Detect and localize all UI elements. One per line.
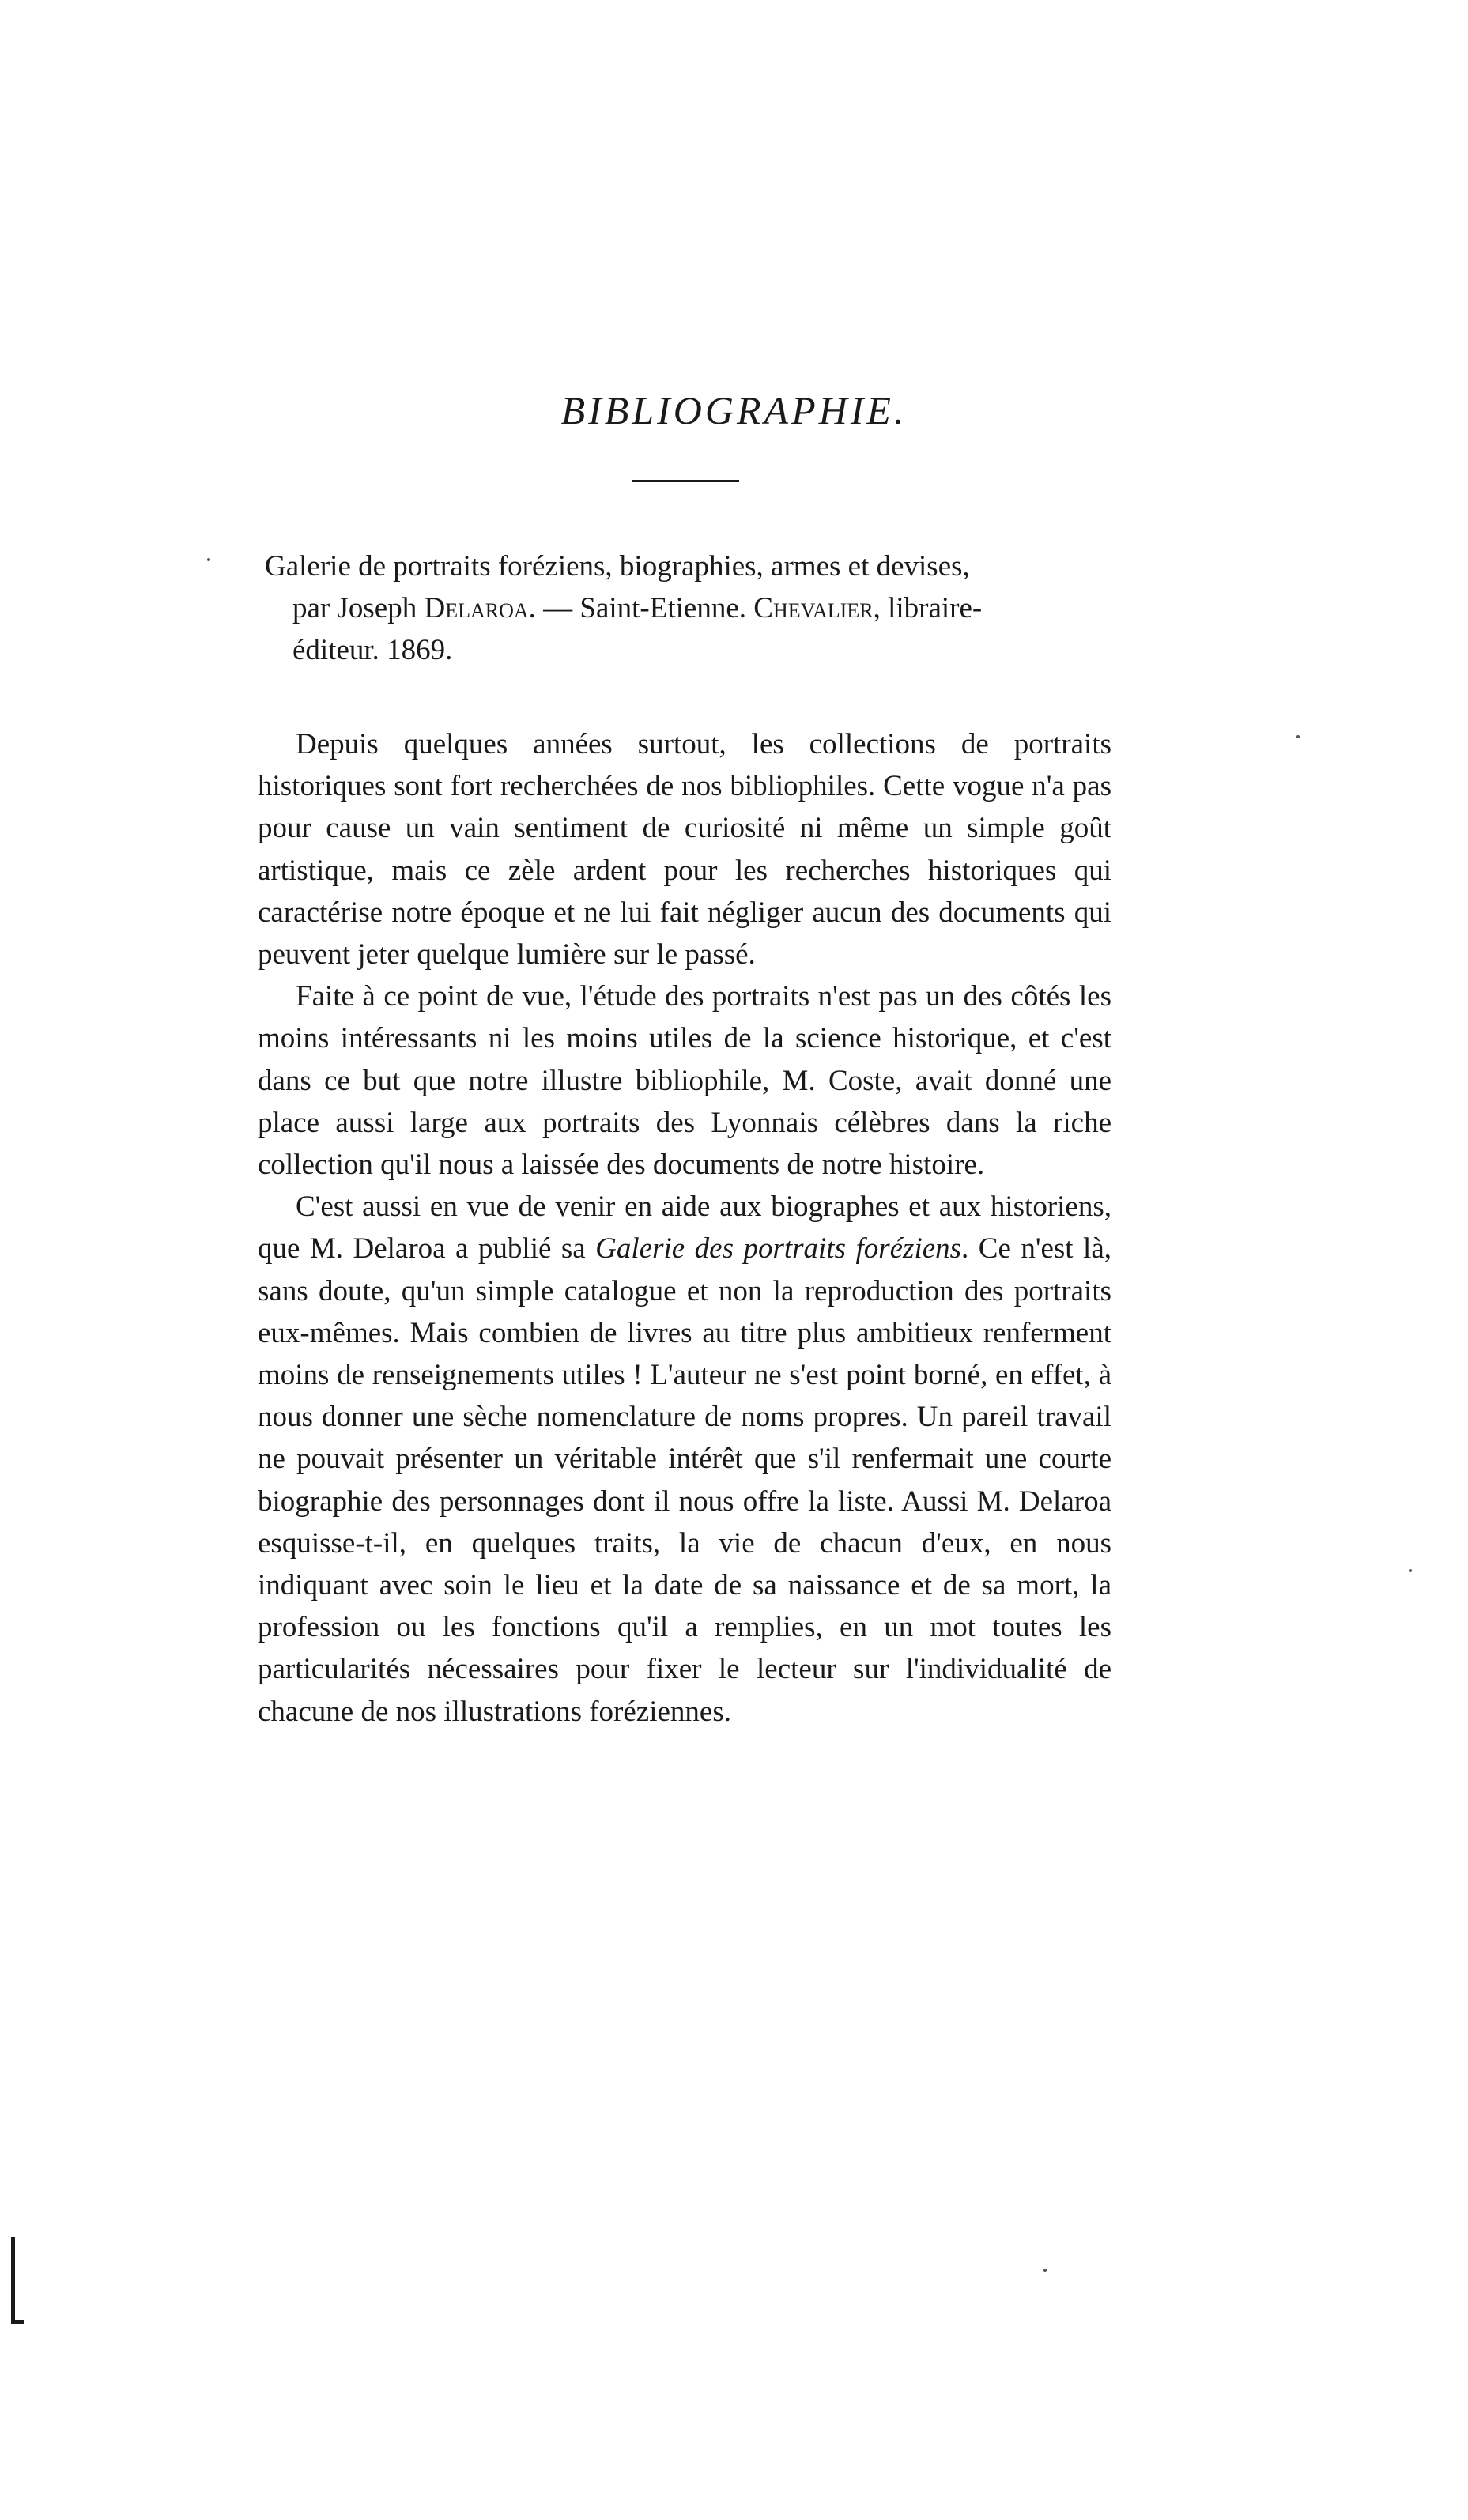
scan-speck [207,558,210,561]
scan-speck [1296,735,1300,738]
review-body [258,723,1111,1733]
citation-author: Delaroa [424,592,529,624]
citation-line-2: par Joseph Delaroa. — Saint-Etienne. Chevalier, libraire- [292,592,983,624]
book-title-italic: Galerie des portraits foréziens [595,1232,962,1266]
citation-line-1: Galerie de portraits foréziens, biographies, armes et devises, [265,550,970,583]
section-title: BIBLIOGRAPHIE. [560,388,908,432]
citation-publisher: Chevalier [753,592,874,624]
citation-line-3: éditeur. 1869. [292,634,453,666]
paragraph-2: Faite à ce point de vue, l'étude des portraits n'est pas un des côtés les moins intéressants ni les moins utiles de la science historique, et c'est dans ce but que notre illustre bibliophile, M. Coste, avait donné une place aussi large aux portraits des Lyonnais célèbres dans la riche collection qu'il nous a laissée des documents de notre histoire. [258,980,1111,1182]
title-rule [632,480,739,482]
margin-scan-mark-foot [11,2320,24,2324]
scan-speck [1043,2269,1047,2272]
paragraph-1: Depuis quelques années surtout, les collections de portraits historiques sont fort recherchées de nos bibliophiles. Cette vogue n'a pas pour cause un vain sentiment de curiosité ni même un simple goût artistique, mais ce zèle ardent pour les recherches historiques qui caractérise notre époque et ne lui fait négliger aucun des documents qui peuvent jeter quelque lumière sur le passé. [258,728,1111,971]
bibliographic-citation [265,545,1123,671]
paragraph-3: C'est aussi en vue de venir en aide aux biographes et aux historiens, que M. Delaroa a publié sa Galerie des portraits foréziens. Ce n'est là, sans doute, qu'un simple catalogue et non la reproduction des portraits eux-mêmes. Mais combien de livres au titre plus ambitieux renferment moins de renseignements utiles ! L'auteur ne s'est point borné, en effet, à nous donner une sèche nomenclature de noms propres. Un pareil travail ne pouvait présenter un véritable intérêt que s'il renfermait une courte biographie des personnages dont il nous offre la liste. Aussi M. Delaroa esquisse-t-il, en quelques traits, la vie de chacun d'eux, en nous indiquant avec soin le lieu et la date de sa naissance et de sa mort, la profession ou les fonctions qu'il a remplies, en un mot toutes les particularités nécessaires pour fixer le lecteur sur l'individualité de chacune de nos illustrations foréziennes. [258,1190,1112,1728]
scan-speck [1409,1569,1412,1572]
margin-scan-mark [11,2237,15,2324]
